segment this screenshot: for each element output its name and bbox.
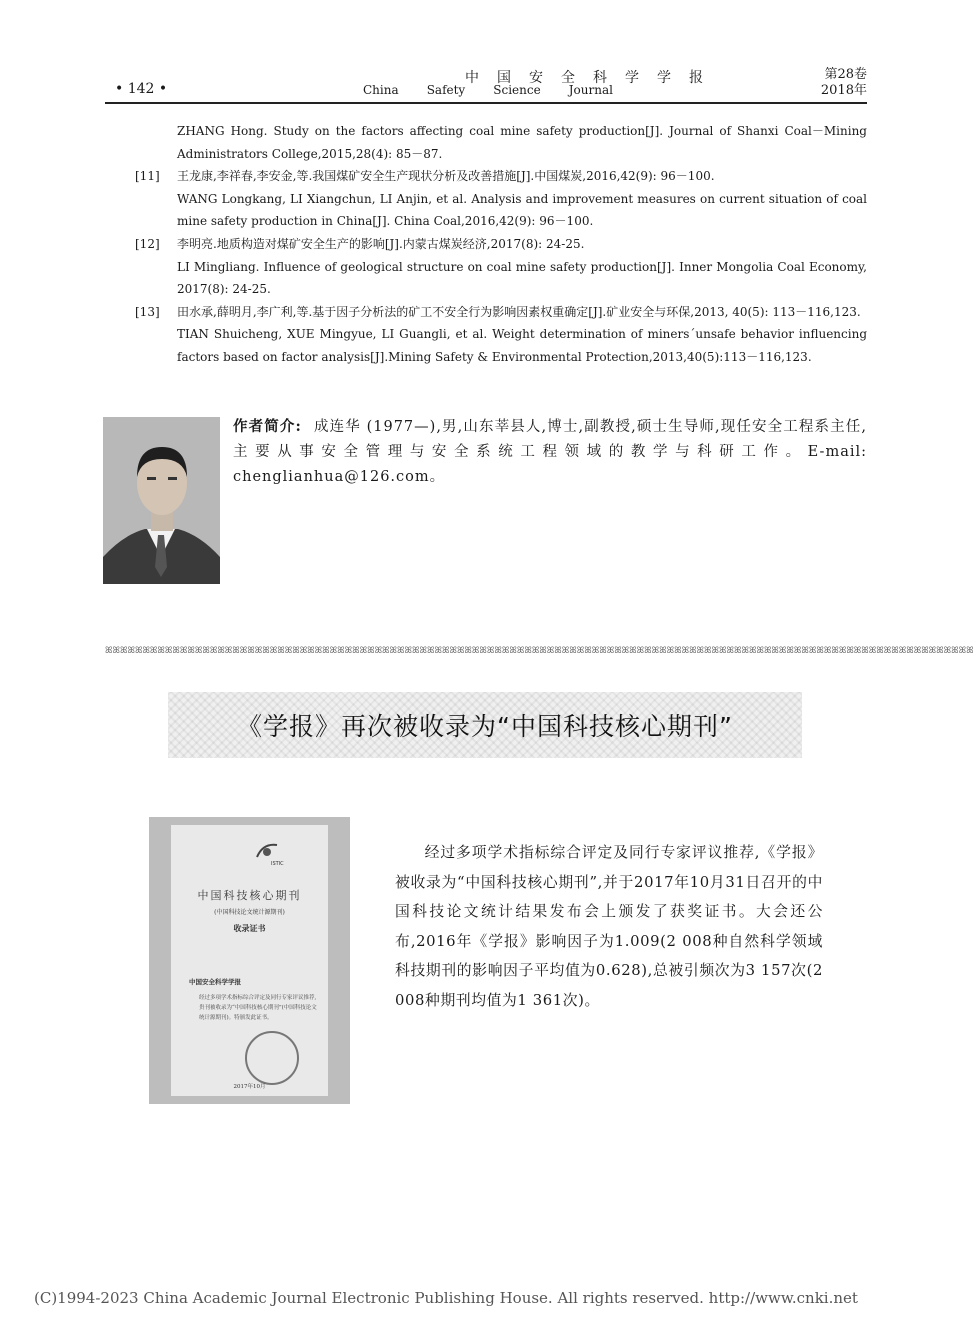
reference-number: [12] xyxy=(135,236,160,251)
reference-list xyxy=(135,120,867,369)
year: 2018年 xyxy=(820,83,867,98)
reference-item xyxy=(135,120,867,165)
notice-banner xyxy=(168,692,802,758)
reference-text: 王龙康,李祥春,李安金,等.我国煤矿安全生产现状分析及改善措施[J].中国煤炭,2016,42(9): 96－100. xyxy=(177,169,715,184)
certificate-subtitle: (中国科技论文统计源期刊) xyxy=(214,909,285,916)
reference-text: TIAN Shuicheng, XUE Mingyue, LI Guangli, et al. Weight determination of miners´unsafe behavior influencing factors based on factor analysis[J].Mining Safety & Environmental Protection,2013,40(5):113－116,123. xyxy=(177,327,867,364)
certificate-recipient: 中国安全科学学报 xyxy=(189,978,241,986)
volume-info xyxy=(821,67,867,99)
volume: 第28卷 xyxy=(824,67,867,82)
journal-title-en xyxy=(363,83,613,97)
author-bio xyxy=(233,414,867,490)
notice-title: 《学报》再次被收录为“中国科技核心期刊” xyxy=(237,712,733,741)
reference-text: 田水承,薛明月,李广利,等.基于因子分析法的矿工不安全行为影响因素权重确定[J].矿业安全与环保,2013, 40(5): 113－116,123. xyxy=(177,304,861,319)
certificate-title: 中国科技核心期刊 xyxy=(197,889,302,902)
running-header xyxy=(105,64,867,104)
section-divider: ꕤꕤꕤꕤꕤꕤꕤꕤꕤꕤꕤꕤꕤꕤꕤꕤꕤꕤꕤꕤꕤꕤꕤꕤꕤꕤꕤꕤꕤꕤꕤꕤꕤꕤꕤꕤꕤꕤꕤꕤꕤꕤꕤꕤꕤꕤꕤꕤꕤꕤꕤꕤꕤꕤꕤꕤꕤꕤꕤꕤꕤꕤꕤꕤꕤꕤꕤꕤꕤꕤꕤꕤꕤꕤꕤꕤꕤꕤꕤꕤꕤꕤꕤꕤꕤꕤꕤꕤꕤꕤꕤꕤꕤꕤꕤꕤꕤꕤꕤꕤꕤꕤꕤꕤꕤꕤꕤꕤꕤꕤꕤꕤꕤꕤꕤꕤ xyxy=(105,646,974,656)
journal-title-en-word: Science xyxy=(493,83,541,97)
journal-title-en-word: Journal xyxy=(568,83,613,97)
journal-title-cn: 中国安全科学学报 xyxy=(465,70,721,86)
certificate-sheet xyxy=(171,825,328,1096)
reference-item xyxy=(135,301,867,369)
reference-text: 李明亮.地质构造对煤矿安全生产的影响[J].内蒙古煤炭经济,2017(8): 24-25. xyxy=(177,236,585,251)
reference-item xyxy=(135,165,867,233)
certificate-seal-icon xyxy=(245,1031,299,1085)
certificate-date: 2017年10月 xyxy=(233,1084,266,1090)
reference-text: ZHANG Hong. Study on the factors affecting coal mine safety production[J]. Journal of Shanxi Coal－Mining Administrators College,2015,28(4): 85－87. xyxy=(177,124,867,161)
certificate-body: 经过多项学术指标综合评定及同行专家评议推荐,贵刊被收录为“中国科技核心期刊”(中国科技论文统计源期刊)。特颁发此证书。 xyxy=(199,995,317,1021)
copyright-footer: (C)1994-2023 China Academic Journal Electronic Publishing House. All rights reserved. http://www.cnki.net xyxy=(34,1289,858,1307)
page-number: • 142 • xyxy=(115,81,168,97)
journal-title-en-word: China xyxy=(363,83,399,97)
reference-number: [11] xyxy=(135,169,160,184)
certificate-logo-text: ISTIC xyxy=(271,861,284,867)
reference-text: LI Mingliang. Influence of geological structure on coal mine safety production[J]. Inner Mongolia Coal Economy, 2017(8): 24-25. xyxy=(177,259,867,297)
journal-title-en-word: Safety xyxy=(426,83,466,97)
certificate-image xyxy=(149,817,350,1104)
notice-body: 经过多项学术指标综合评定及同行专家评议推荐,《学报》被收录为“中国科技核心期刊”,并于2017年10月31日召开的中国科技论文统计结果发布会上颁发了获奖证书。大会还公布,2016年《学报》影响因子为1.009(2 008种自然科学领域科技期刊的影响因子平均值为0.628),总被引频次为3 157次(2 008种期刊均值为1 361次)。 xyxy=(395,844,823,1009)
author-bio-label: 作者简介: xyxy=(233,418,302,435)
reference-number: [13] xyxy=(135,304,160,319)
author-photo xyxy=(103,417,220,584)
certificate-heading: 收录证书 xyxy=(233,923,266,933)
reference-text: WANG Longkang, LI Xiangchun, LI Anjin, et al. Analysis and improvement measures on current situation of coal mine safety production in China[J]. China Coal,2016,42(9): 96－100. xyxy=(177,191,867,229)
reference-item xyxy=(135,233,867,301)
author-bio-text: 成连华 (1977—),男,山东莘县人,博士,副教授,硕士生导师,现任安全工程系主任,主要从事安全管理与安全系统工程领域的教学与科研工作。E-mail: chenglianhua@126.com。 xyxy=(233,419,867,485)
istic-logo-icon xyxy=(253,841,283,861)
author-portrait-icon xyxy=(103,417,220,584)
